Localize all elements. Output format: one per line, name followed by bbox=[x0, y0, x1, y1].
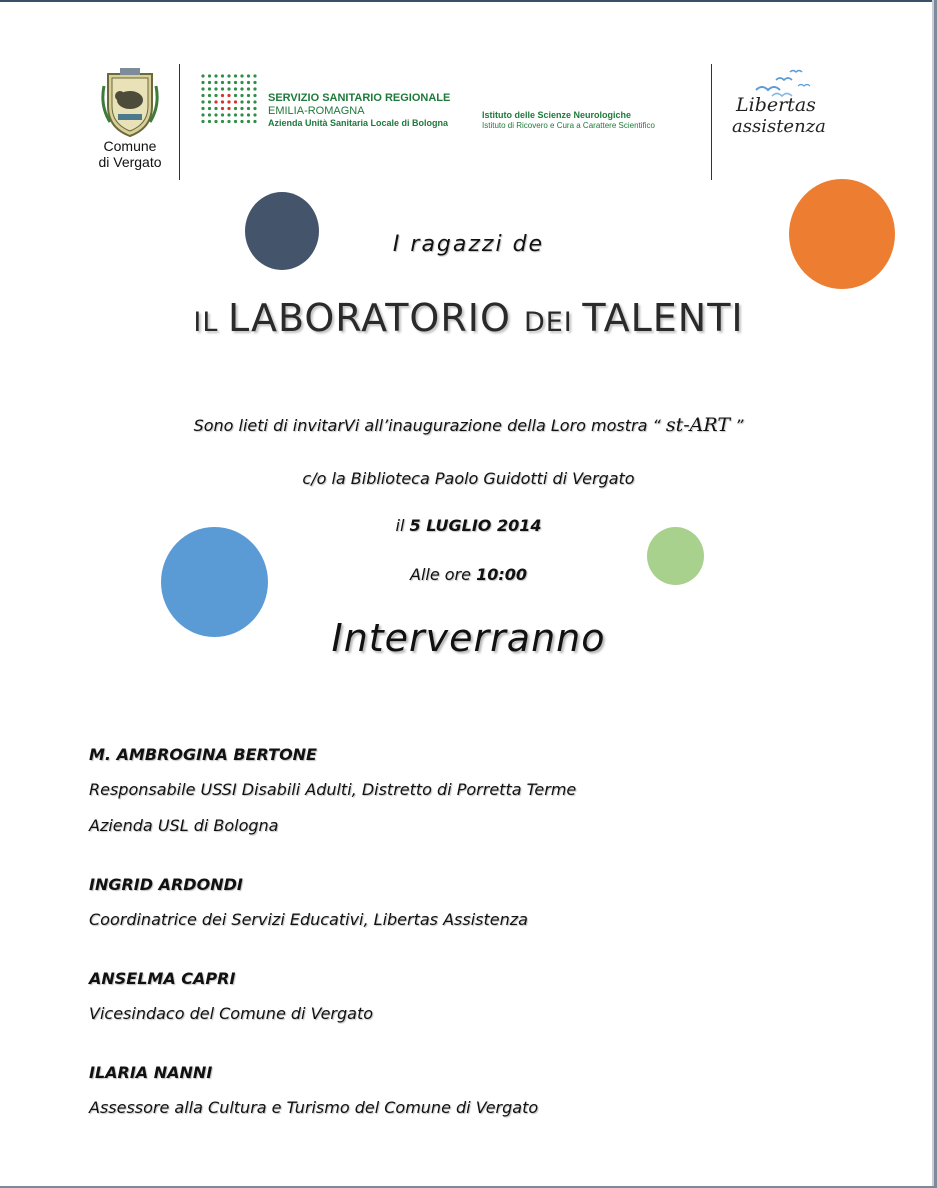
page-border-top bbox=[0, 0, 937, 2]
time-value: 10:00 bbox=[476, 565, 527, 584]
title-part-laboratorio: LABORATORIO bbox=[227, 296, 524, 340]
speaker-item bbox=[89, 966, 889, 1032]
speaker-role: Vicesindaco del Comune di Vergato bbox=[89, 1004, 374, 1023]
speaker-item bbox=[89, 742, 889, 844]
speakers-heading: Interverranno bbox=[331, 616, 606, 660]
title-part-dei: DEI bbox=[523, 307, 583, 338]
speaker-name: INGRID ARDONDI bbox=[89, 875, 243, 894]
speaker-name: M. AMBROGINA BERTONE bbox=[89, 745, 317, 764]
ssr-logo bbox=[200, 72, 700, 142]
decorative-circle-navy bbox=[245, 192, 319, 270]
invite-close-quote: ” bbox=[730, 416, 744, 435]
comune-name-line1: Comune bbox=[103, 138, 157, 154]
speaker-role: Assessore alla Cultura e Turismo del Comune di Vergato bbox=[89, 1098, 539, 1117]
invite-text bbox=[0, 414, 937, 436]
time-prefix: Alle ore bbox=[410, 565, 477, 584]
header-divider-right bbox=[711, 64, 712, 180]
speaker-item bbox=[89, 1060, 889, 1126]
speaker-role: Coordinatrice dei Servizi Educativi, Libertas Assistenza bbox=[89, 910, 528, 929]
ssr-dot-grid-icon bbox=[200, 72, 260, 132]
show-name: st-ART bbox=[665, 414, 731, 436]
speaker-name: ANSELMA CAPRI bbox=[89, 969, 236, 988]
comune-logo bbox=[92, 66, 168, 170]
isn-title: Istituto delle Scienze Neurologiche bbox=[482, 110, 632, 120]
speaker-role: Responsabile USSI Disabili Adulti, Distretto di Porretta Terme bbox=[89, 780, 577, 799]
date-value: 5 LUGLIO 2014 bbox=[409, 516, 542, 535]
venue-text: c/o la Biblioteca Paolo Guidotti di Vergato bbox=[302, 469, 635, 488]
ssr-azienda: Azienda Unità Sanitaria Locale di Bologna bbox=[268, 118, 449, 128]
libertas-name-line1: Libertas bbox=[736, 94, 816, 116]
comune-crest-icon bbox=[98, 66, 162, 138]
speaker-org: Azienda USL di Bologna bbox=[89, 816, 279, 835]
event-date bbox=[0, 516, 937, 535]
intro-text: I ragazzi de bbox=[392, 232, 545, 257]
invite-sentence: Sono lieti di invitarVi all’inaugurazione della Loro mostra “ bbox=[193, 416, 666, 435]
speaker-name: ILARIA NANNI bbox=[89, 1063, 213, 1082]
date-prefix: il bbox=[395, 516, 410, 535]
comune-name-line2: di Vergato bbox=[98, 154, 162, 170]
title-part-il: IL bbox=[193, 307, 228, 338]
ssr-region: EMILIA-ROMAGNA bbox=[268, 105, 365, 117]
speakers-list bbox=[89, 742, 889, 1154]
title-part-talenti: TALENTI bbox=[582, 296, 744, 340]
event-time bbox=[0, 565, 937, 584]
page-title bbox=[0, 296, 937, 340]
isn-subtitle: Istituto di Ricovero e Cura a Carattere Scientifico bbox=[482, 121, 655, 130]
libertas-name-line2: assistenza bbox=[732, 116, 826, 137]
ssr-title: SERVIZIO SANITARIO REGIONALE bbox=[268, 92, 451, 104]
libertas-logo bbox=[728, 66, 838, 146]
speaker-item bbox=[89, 872, 889, 938]
header-divider-left bbox=[179, 64, 180, 180]
